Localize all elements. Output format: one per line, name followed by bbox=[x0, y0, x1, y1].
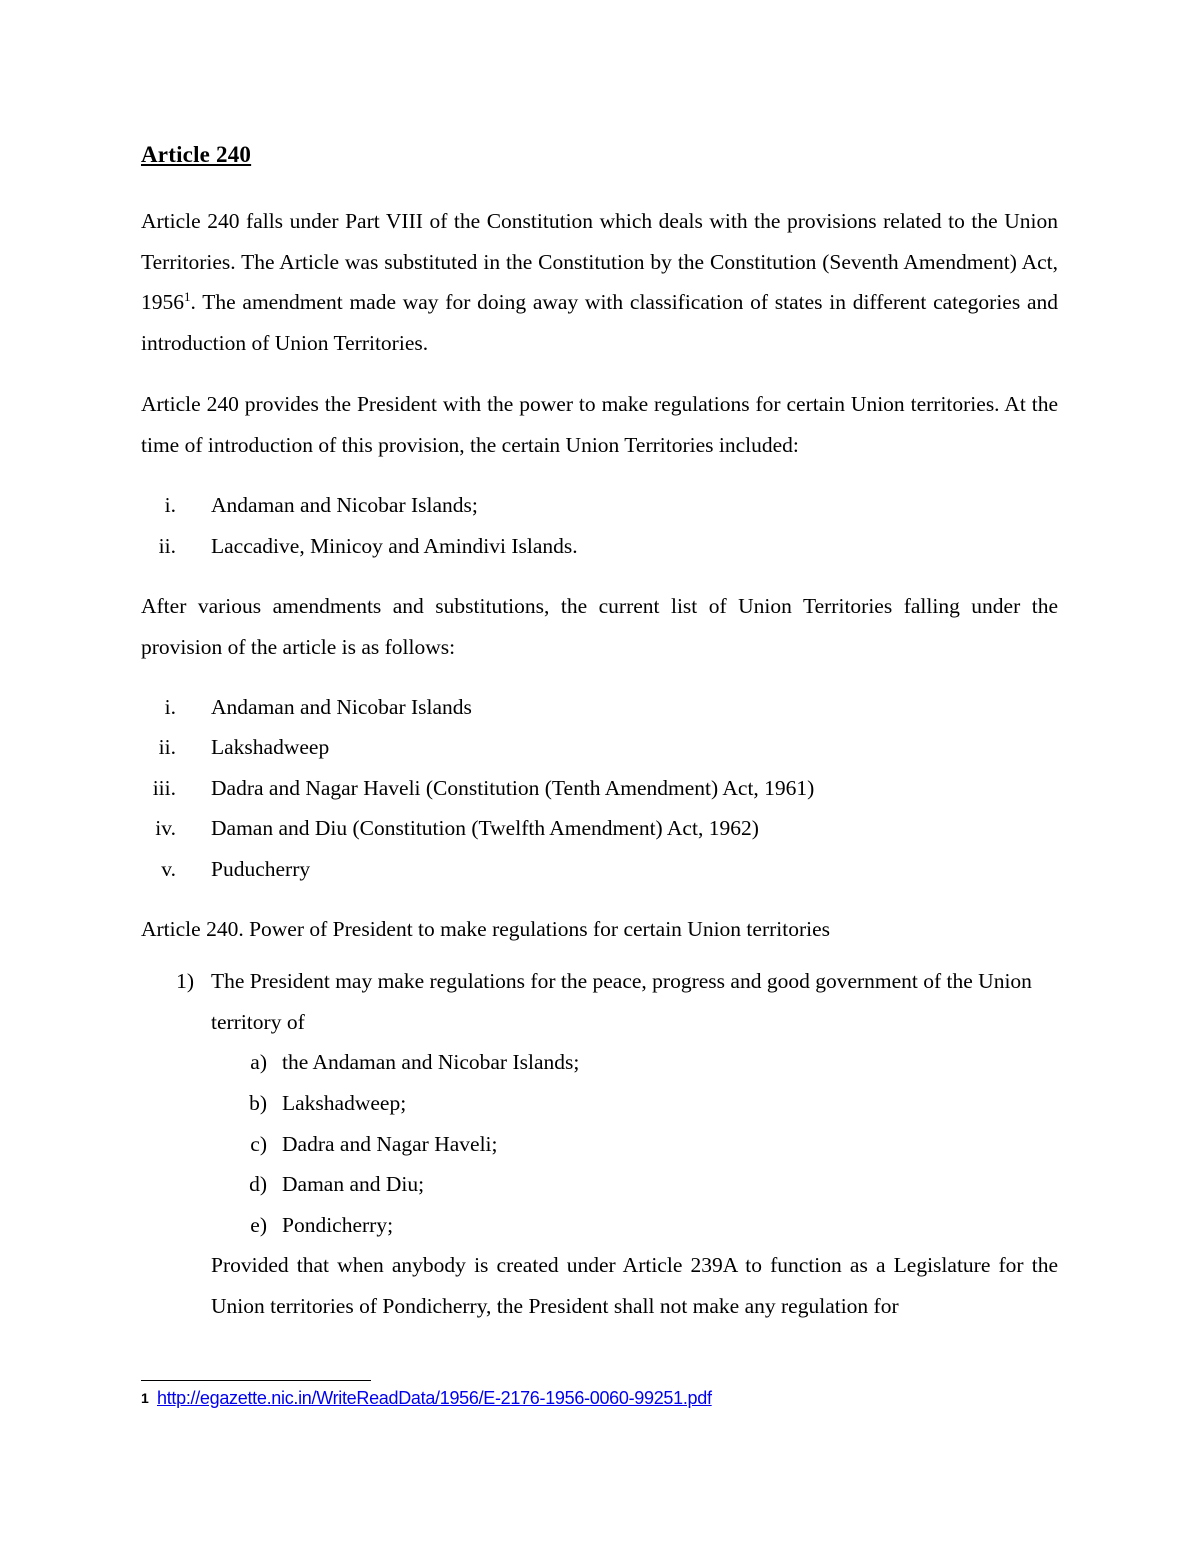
list-number: ii. bbox=[158, 735, 176, 759]
sublist-item: the Andaman and Nicobar Islands; bbox=[282, 1050, 580, 1074]
list-item: Dadra and Nagar Haveli (Constitution (Tenth Amendment) Act, 1961) bbox=[211, 776, 815, 800]
footnote-link[interactable]: http://egazette.nic.in/WriteReadData/1956/E-2176-1956-0060-99251.pdf bbox=[157, 1388, 712, 1408]
current-list-paragraph: After various amendments and substitutions, the current list of Union Territories falling under the provision of the article is as follows: bbox=[141, 594, 1058, 659]
list-item: Daman and Diu (Constitution (Twelfth Amendment) Act, 1962) bbox=[211, 816, 759, 840]
sublist-item: Lakshadweep; bbox=[282, 1091, 407, 1115]
proviso-paragraph: Provided that when anybody is created under Article 239A to function as a Legislature for the Union territories of Pondicherry, the President shall not make any regulation for bbox=[211, 1253, 1058, 1318]
intro-text: Article 240 falls under Part VIII of the Constitution which deals with the provisions related to the Union Territories. The Article was substituted in the Constitution by the Constitution (Seventh Amendment) Act, 1956 bbox=[141, 209, 1058, 314]
list-item: Lakshadweep bbox=[211, 735, 330, 759]
list-item: Andaman and Nicobar Islands bbox=[211, 695, 472, 719]
list-number: i. bbox=[164, 695, 176, 719]
sublist-letter: e) bbox=[250, 1213, 267, 1237]
sublist-letter: a) bbox=[250, 1050, 267, 1074]
sublist-item: Pondicherry; bbox=[282, 1213, 394, 1237]
list-item: Andaman and Nicobar Islands; bbox=[211, 493, 478, 517]
sublist-item: Dadra and Nagar Haveli; bbox=[282, 1132, 498, 1156]
footnote-reference[interactable]: 1 bbox=[184, 288, 191, 304]
sublist-letter: c) bbox=[250, 1132, 267, 1156]
intro-text-cont: . The amendment made way for doing away with classification of states in different categories and introduction of Union Territories. bbox=[141, 290, 1058, 355]
clause-text: The President may make regulations for the peace, progress and good government of the Union territory of bbox=[211, 969, 1032, 1034]
sublist-item: Daman and Diu; bbox=[282, 1172, 425, 1196]
powers-paragraph: Article 240 provides the President with the power to make regulations for certain Union territories. At the time of introduction of this provision, the certain Union Territories included: bbox=[141, 392, 1058, 457]
list-number: iii. bbox=[152, 776, 176, 800]
footnote-mark: 1 bbox=[141, 1390, 149, 1406]
intro-paragraph bbox=[141, 201, 1058, 363]
article-subheading: Article 240. Power of President to make regulations for certain Union territories bbox=[141, 917, 830, 941]
list-item: Laccadive, Minicoy and Amindivi Islands. bbox=[211, 534, 578, 558]
article-heading: Article 240 bbox=[141, 142, 252, 167]
list-number: ii. bbox=[158, 534, 176, 558]
footnote-separator bbox=[141, 1380, 371, 1381]
list-number: i. bbox=[164, 493, 176, 517]
list-number: iv. bbox=[155, 816, 176, 840]
sublist-letter: d) bbox=[249, 1172, 267, 1196]
list-item: Puducherry bbox=[211, 857, 311, 881]
clause-number: 1) bbox=[176, 969, 194, 993]
list-number: v. bbox=[161, 857, 176, 881]
sublist-letter: b) bbox=[249, 1091, 267, 1115]
